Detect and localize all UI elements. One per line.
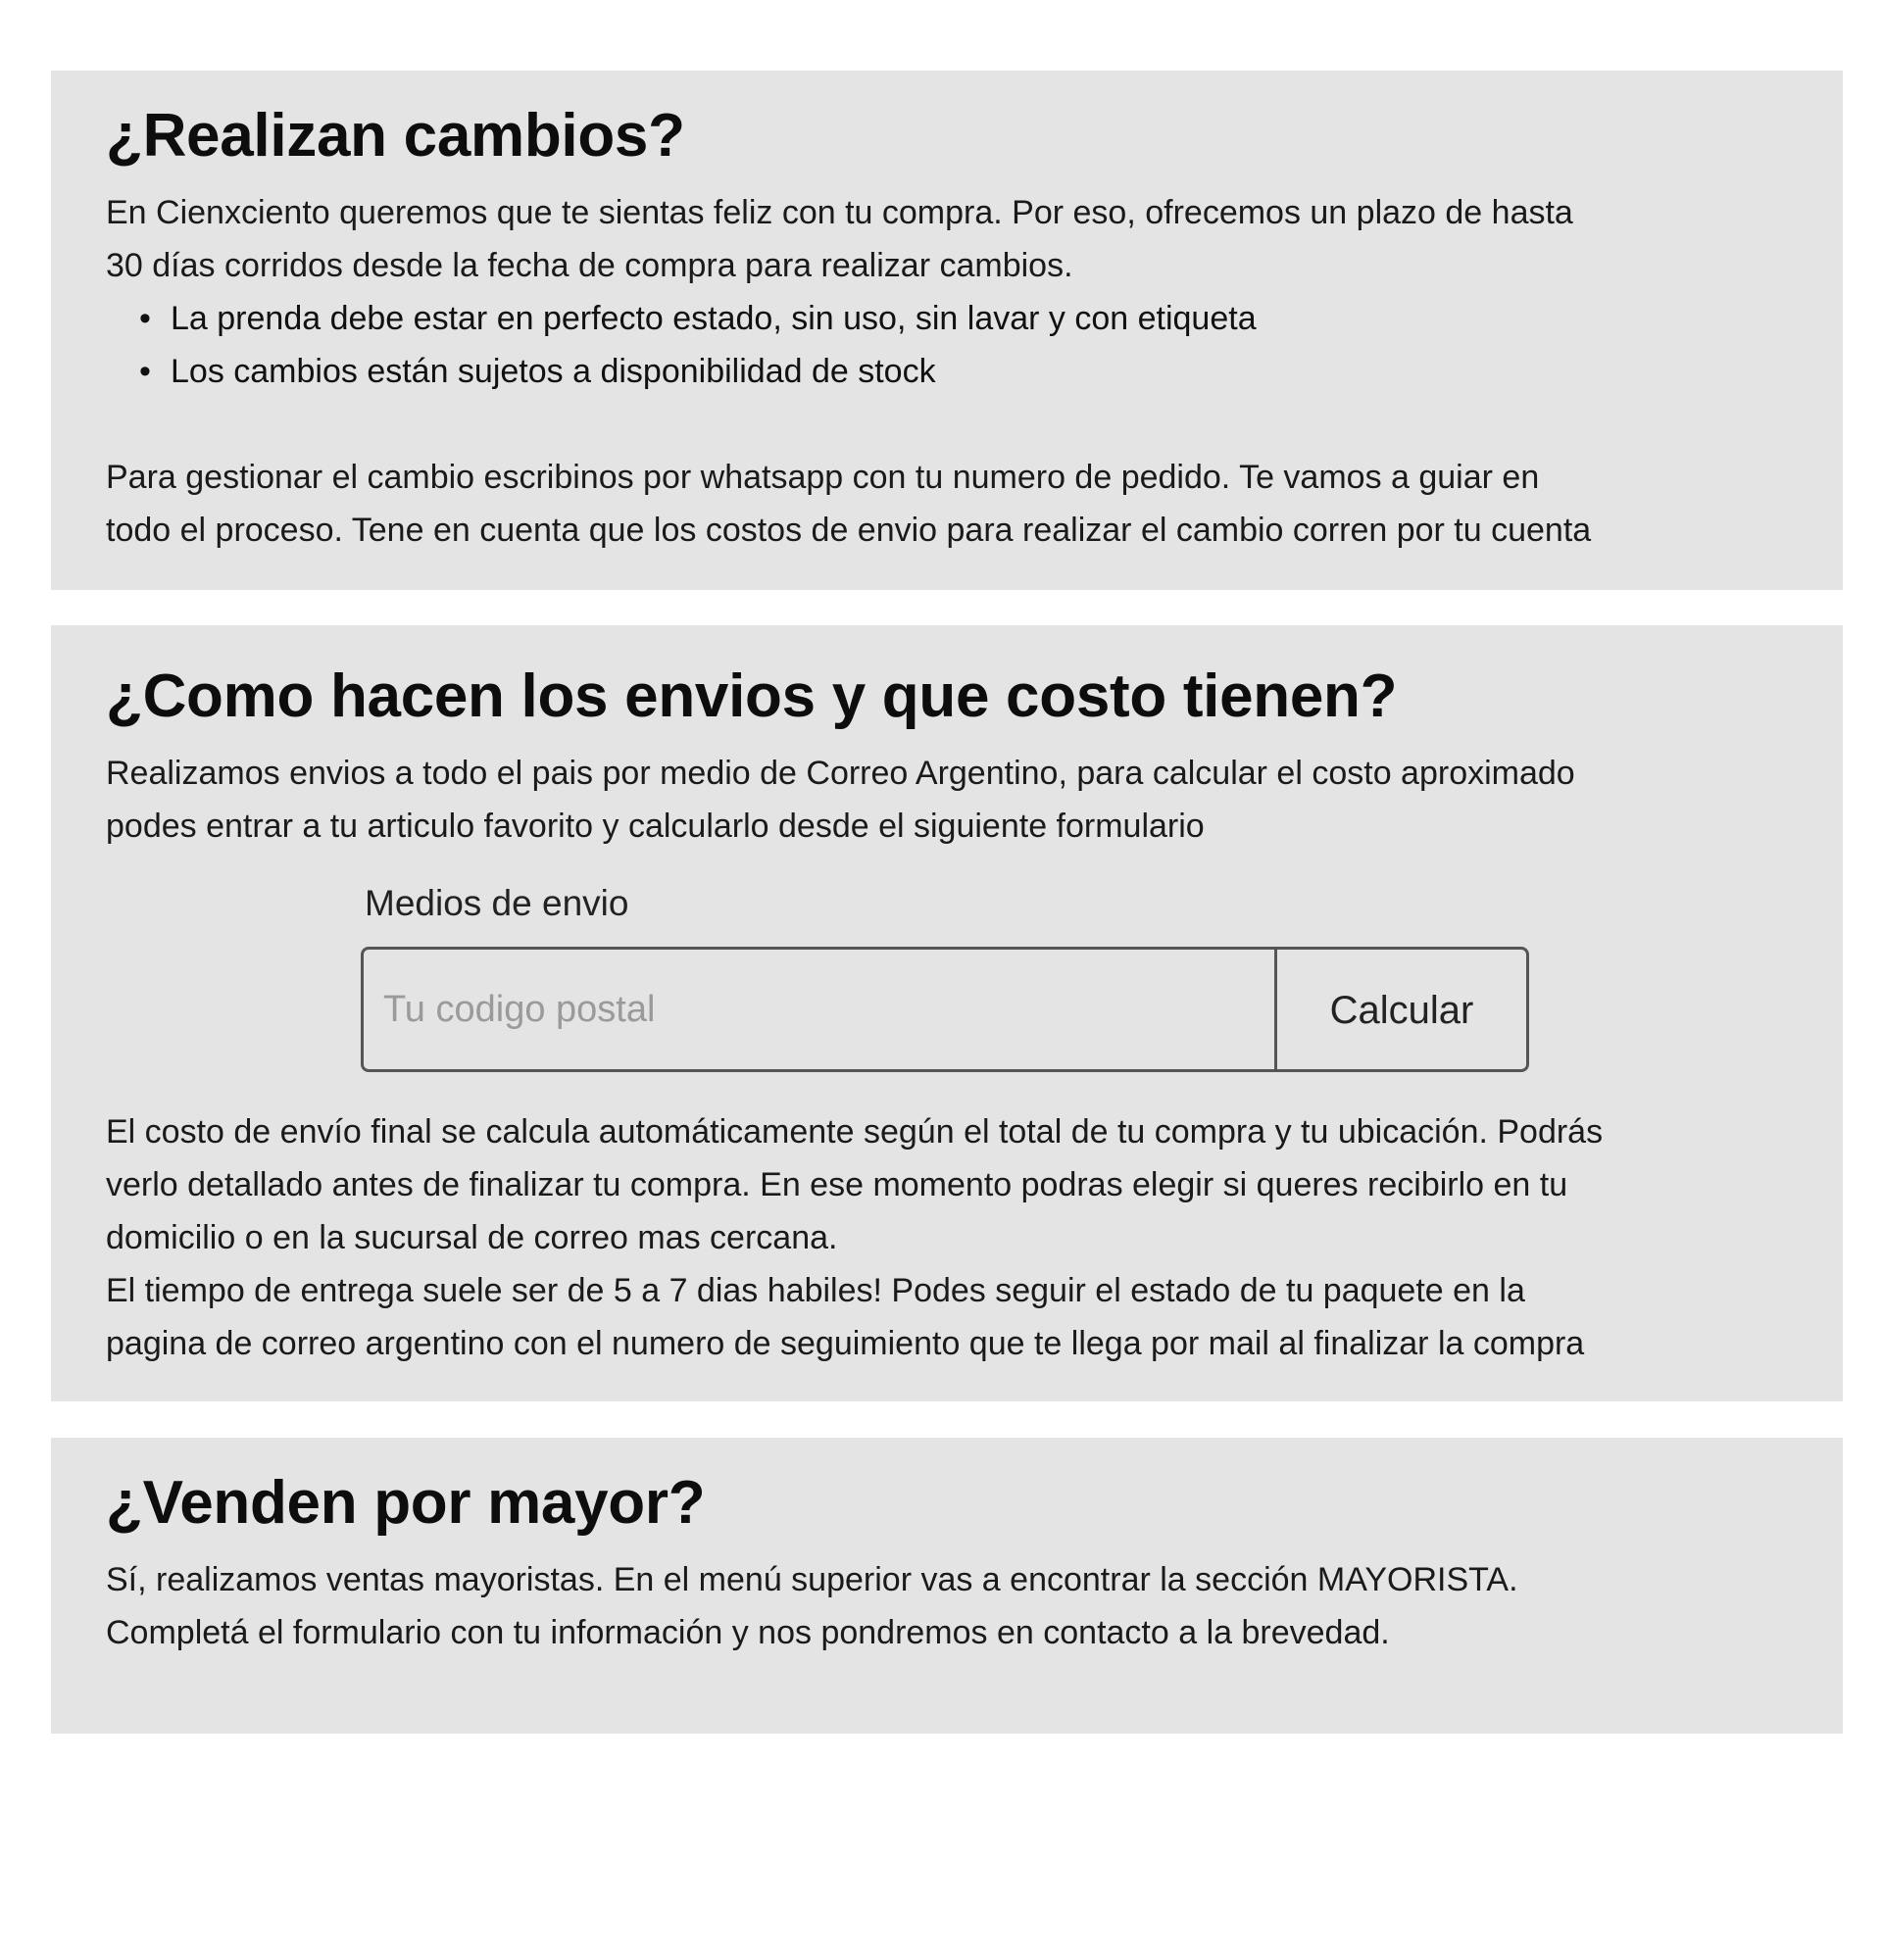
shipping-calculator: [361, 882, 1529, 1072]
list-item: [139, 292, 1788, 345]
faq-text-line: El tiempo de entrega suele ser de 5 a 7 dias habiles! Podes seguir el estado de tu paquete en la: [106, 1272, 1525, 1309]
calculate-button[interactable]: Calcular: [1274, 950, 1526, 1069]
faq-text-line: todo el proceso. Tene en cuenta que los costos de envio para realizar el cambio corren por tu cuenta: [106, 512, 1592, 549]
bullet-icon: •: [139, 353, 151, 390]
faq-card-envios: [51, 625, 1843, 1401]
faq-title-envios: ¿Como hacen los envios y que costo tienen?: [106, 662, 1398, 730]
bullet-icon: •: [139, 300, 151, 337]
shipping-form: [361, 947, 1529, 1072]
faq-text-line: 30 días corridos desde la fecha de compra para realizar cambios.: [106, 247, 1073, 284]
faq-text-line: El costo de envío final se calcula automáticamente según el total de tu compra y tu ubicación. Podrás: [106, 1113, 1604, 1151]
faq-text-line: Completá el formulario con tu información y nos pondremos en contacto a la brevedad.: [106, 1614, 1390, 1651]
faq-title-cambios: ¿Realizan cambios?: [106, 102, 685, 170]
spacer: [106, 398, 1788, 451]
faq-card-mayor: [51, 1438, 1843, 1734]
faq-text-line: Para gestionar el cambio escribinos por whatsapp con tu numero de pedido. Te vamos a guiar en: [106, 459, 1540, 496]
faq-text-line: domicilio o en la sucursal de correo mas cercana.: [106, 1219, 838, 1256]
faq-text-line: En Cienxciento queremos que te sientas feliz con tu compra. Por eso, ofrecemos un plazo de hasta: [106, 194, 1573, 231]
faq-text-line: pagina de correo argentino con el numero de seguimiento que te llega por mail al finalizar la compra: [106, 1325, 1585, 1362]
list-item-text: Los cambios están sujetos a disponibilidad de stock: [171, 353, 936, 390]
faq-card-cambios: [51, 71, 1843, 590]
faq-text-line: Realizamos envios a todo el pais por medio de Correo Argentino, para calcular el costo aproximado: [106, 755, 1575, 792]
faq-title-mayor: ¿Venden por mayor?: [106, 1469, 706, 1537]
shipping-label: Medios de envio: [365, 883, 629, 923]
conditions-list: [106, 292, 1788, 398]
faq-text-line: Sí, realizamos ventas mayoristas. En el menú superior vas a encontrar la sección MAYORISTA.: [106, 1561, 1518, 1598]
faq-text-line: podes entrar a tu articulo favorito y calcularlo desde el siguiente formulario: [106, 808, 1205, 845]
faq-text-line: verlo detallado antes de finalizar tu compra. En ese momento podras elegir si queres recibirlo en tu: [106, 1166, 1568, 1203]
list-item: [139, 345, 1788, 398]
list-item-text: La prenda debe estar en perfecto estado, sin uso, sin lavar y con etiqueta: [171, 300, 1257, 337]
zip-code-input[interactable]: [364, 950, 1274, 1069]
